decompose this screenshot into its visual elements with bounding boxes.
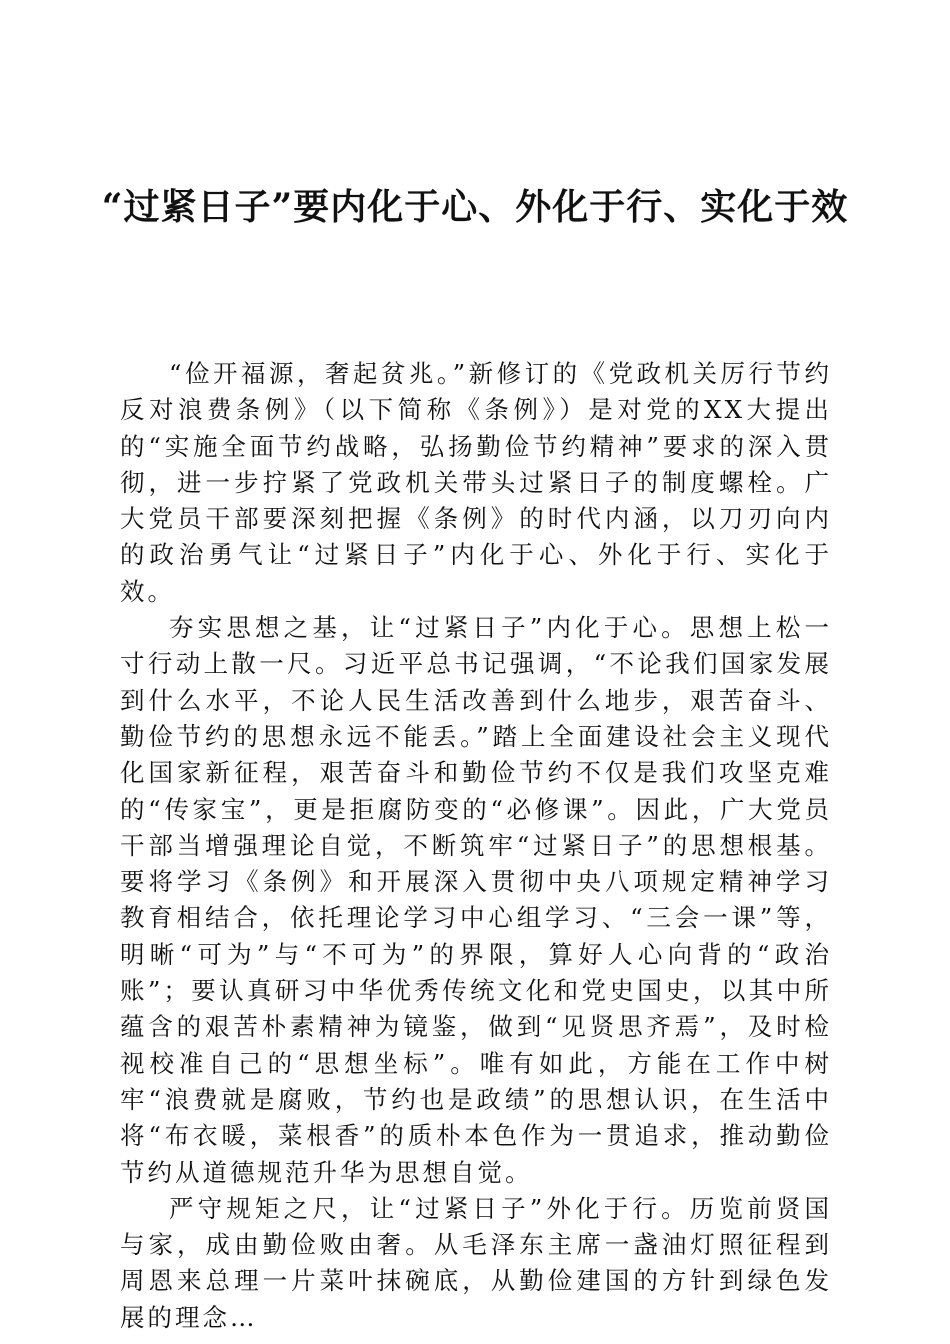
paragraph-intro: “俭开福源，奢起贫兆。”新修订的《党政机关厉行节约反对浪费条例》（以下简称《条例》）是对党的XX大提出的“实施全面节约战略，弘扬勤俭节约精神”要求的深入贯彻，进一步拧紧了党政机关带头过紧日子的制度螺栓。广大党员干部要深刻把握《条例》的时代内涵，以刀刃向内的政治勇气让“过紧日子”内化于心、外化于行、实化于效。: [120, 359, 832, 606]
paragraph-rules-ruler: 严守规矩之尺，让“过紧日子”外化于行。历览前贤国与家，成由勤俭败由奢。从毛泽东主席一盏油灯照征程到周恩来总理一片菜叶抹碗底，从勤俭建国的方针到绿色发展的理念…: [120, 1193, 832, 1332]
document-body: [120, 356, 832, 1336]
paragraph-thought-foundation: 夯实思想之基，让“过紧日子”内化于心。思想上松一寸行动上散一尺。习近平总书记强调，“不论我们国家发展到什么水平，不论人民生活改善到什么地步，艰苦奋斗、勤俭节约的思想永远不能丢。”踏上全面建设社会主义现代化国家新征程，艰苦奋斗和勤俭节约不仅是我们攻坚克难的“传家宝”，更是拒腐防变的“必修课”。因此，广大党员干部当增强理论自觉，不断筑牢“过紧日子”的思想根基。要将学习《条例》和开展深入贯彻中央八项规定精神学习教育相结合，依托理论学习中心组学习、“三会一课”等，明晰“可为”与“不可为”的界限，算好人心向背的“政治账”；要认真研习中华优秀传统文化和党史国史，以其中所蕴含的艰苦朴素精神为镜鉴，做到“见贤思齐焉”，及时检视校准自己的“思想坐标”。唯有如此，方能在工作中树牢“浪费就是腐败，节约也是政绩”的思想认识，在生活中将“布衣暖，菜根香”的质朴本色作为一贯追求，推动勤俭节约从道德规范升华为思想自觉。: [120, 613, 832, 1187]
document-title: “过紧日子”要内化于心、外化于行、实化于效: [101, 186, 849, 228]
